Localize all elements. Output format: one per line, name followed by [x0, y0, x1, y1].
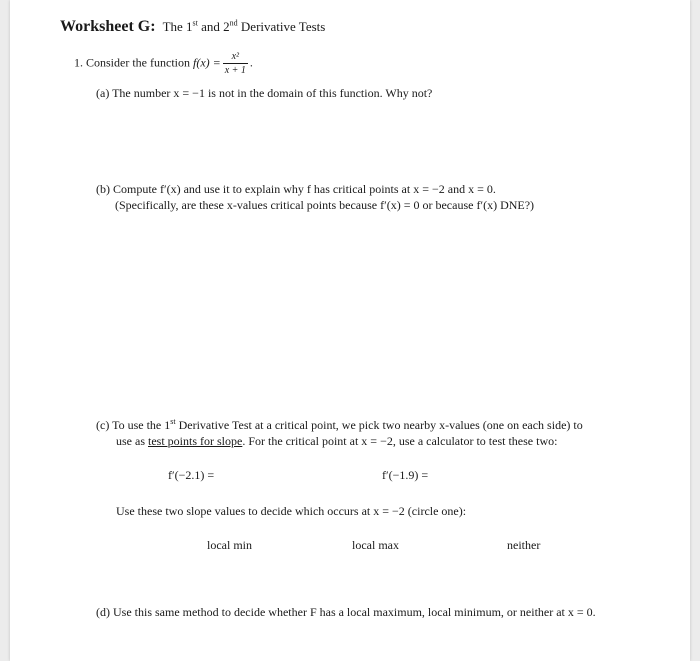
problem-1	[74, 50, 253, 77]
worksheet-page	[10, 0, 690, 661]
choice-neither[interactable]: neither	[507, 538, 541, 552]
problem-1-lead: 1. Consider the function	[74, 55, 190, 70]
choice-local-min[interactable]: local min	[207, 538, 252, 552]
test-points-for-slope-term: test points for slope	[148, 434, 243, 448]
problem-1-fraction	[223, 50, 248, 77]
problem-1-fx: f(x) =	[192, 55, 221, 70]
eval-f-prime-right: f′(−1.9) =	[382, 468, 429, 482]
part-c-question-line1: (c) To use the 1st Derivative Test at a critical point, we pick two nearby x-values (one on each side) to	[96, 417, 583, 432]
fraction-numerator: x²	[223, 50, 248, 64]
eval-f-prime-left: f′(−2.1) =	[168, 468, 215, 482]
worksheet-title-bold: Worksheet G:	[60, 18, 156, 35]
problem-1-period: .	[249, 55, 253, 70]
worksheet-title	[60, 18, 325, 36]
part-a-question: (a) The number x = −1 is not in the domain of this function. Why not?	[96, 86, 433, 100]
part-d-question: (d) Use this same method to decide whether F has a local maximum, local minimum, or neither at x = 0.	[96, 605, 596, 619]
part-c-question-line2: use as test points for slope. For the critical point at x = −2, use a calculator to test these two:	[116, 434, 558, 448]
part-b-question-line2: (Specifically, are these x-values critical points because f′(x) = 0 or because f′(x) DNE?)	[115, 198, 535, 212]
part-b-question-line1: (b) Compute f′(x) and use it to explain why f has critical points at x = −2 and x = 0.	[96, 182, 496, 196]
fraction-denominator: x + 1	[224, 65, 246, 76]
part-c-instruction: Use these two slope values to decide which occurs at x = −2 (circle one):	[116, 504, 467, 518]
choice-local-max[interactable]: local max	[352, 538, 399, 552]
worksheet-title-rest: The 1st and 2nd Derivative Tests	[162, 18, 326, 34]
